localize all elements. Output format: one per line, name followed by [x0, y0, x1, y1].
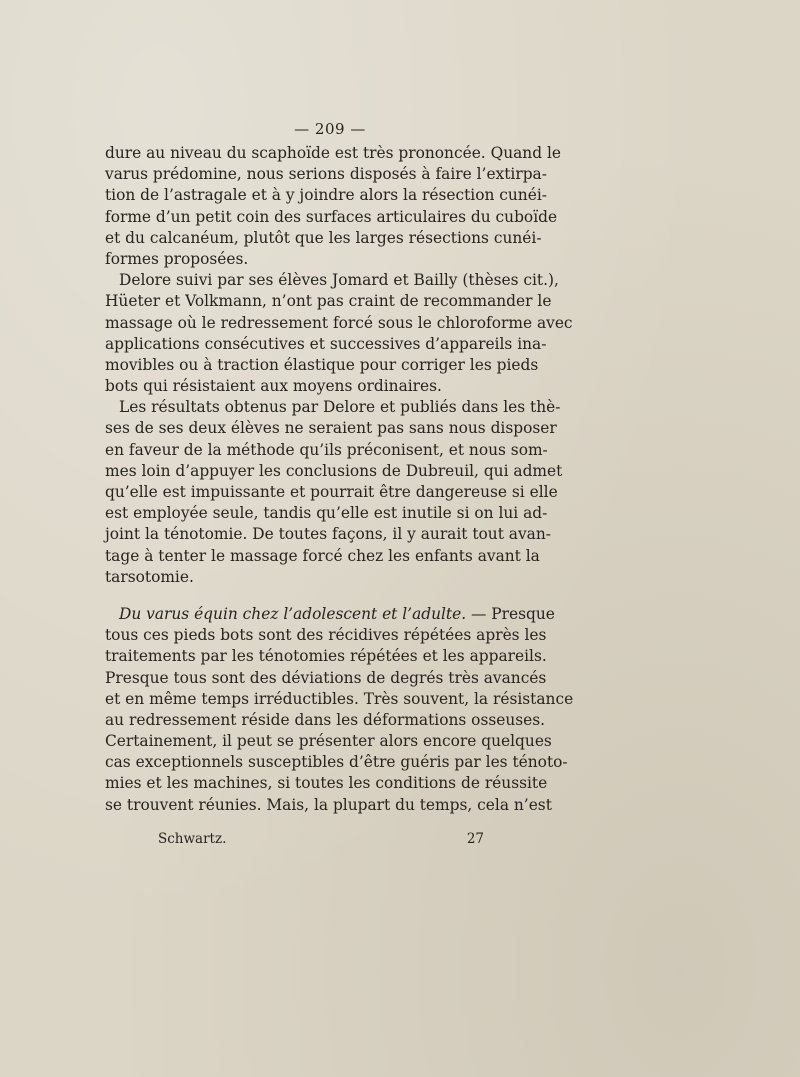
paragraph — [105, 397, 563, 588]
text-line: cas exceptionnels susceptibles d’être guéris par les ténoto- — [105, 753, 568, 772]
text-line: formes proposées. — [105, 249, 249, 268]
text-line: massage où le redressement forcé sous le chloroforme avec — [105, 313, 573, 332]
section-heading: Du varus équin chez l’adolescent et l’adulte. — [119, 604, 467, 623]
text-line: forme d’un petit coin des surfaces articulaires du cuboïde — [105, 207, 558, 226]
text-line: tous ces pieds bots sont des récidives répétées après les — [105, 626, 547, 645]
text-line: tion de l’astragale et à y joindre alors la résection cunéi- — [105, 186, 547, 205]
text-line: varus prédomine, nous serions disposés à faire l’extirpa- — [105, 165, 547, 184]
text-line: Certainement, il peut se présenter alors encore quelques — [105, 732, 552, 751]
section-gap — [105, 588, 537, 604]
text-line: est employée seule, tandis qu’elle est inutile si on lui ad- — [105, 504, 548, 523]
text-line: tage à tenter le massage forcé chez les enfants avant la — [105, 546, 540, 565]
text-line: ses de ses deux élèves ne seraient pas sans nous disposer — [105, 419, 557, 438]
printer-signature: Schwartz. — [158, 831, 227, 847]
paragraph — [105, 143, 561, 270]
text-line: en faveur de la méthode qu’ils préconisent, et nous som- — [105, 440, 548, 459]
text-line: dure au niveau du scaphoïde est très prononcée. Quand le — [105, 144, 561, 162]
text-line: Delore suivi par ses élèves Jomard et Bailly (thèses cit.), — [119, 271, 559, 290]
section-heading-line — [105, 604, 555, 625]
text-line: au redressement réside dans les déformations osseuses. — [105, 710, 546, 729]
text-line: Presque tous sont des déviations de degrés très avancés — [105, 668, 547, 687]
body-text — [105, 143, 574, 816]
text-line: bots qui résistaient aux moyens ordinaires. — [105, 377, 442, 396]
text-line: traitements par les ténotomies répétées et les appareils. — [105, 647, 547, 666]
text-line: movibles ou à traction élastique pour corriger les pieds — [105, 355, 539, 374]
paragraph — [105, 604, 574, 816]
text-line: mies et les machines, si toutes les conditions de réussite — [105, 774, 548, 793]
heading-continuation: — Presque — [466, 604, 555, 623]
paragraph — [105, 270, 573, 397]
text-line: se trouvent réunies. Mais, la plupart du temps, cela n’est — [105, 795, 552, 814]
text-line: qu’elle est impuissante et pourrait être dangereuse si elle — [105, 483, 558, 501]
text-line: Les résultats obtenus par Delore et publiés dans les thè- — [119, 398, 561, 417]
text-line: et du calcanéum, plutôt que les larges résections cunéi- — [105, 228, 542, 247]
text-line: tarsotomie. — [105, 567, 194, 586]
page-footer — [158, 831, 484, 847]
text-line: joint la ténotomie. De toutes façons, il y aurait tout avan- — [105, 525, 551, 544]
text-line: applications consécutives et successives d’appareils ina- — [105, 334, 547, 353]
sheet-number: 27 — [466, 831, 484, 847]
text-line: Hüeter et Volkmann, n’ont pas craint de recommander le — [105, 292, 552, 311]
text-line: mes loin d’appuyer les conclusions de Dubreuil, qui admet — [105, 461, 563, 480]
page-number: — 209 — — [294, 120, 366, 138]
text-line: et en même temps irréductibles. Très souvent, la résistance — [105, 689, 574, 708]
